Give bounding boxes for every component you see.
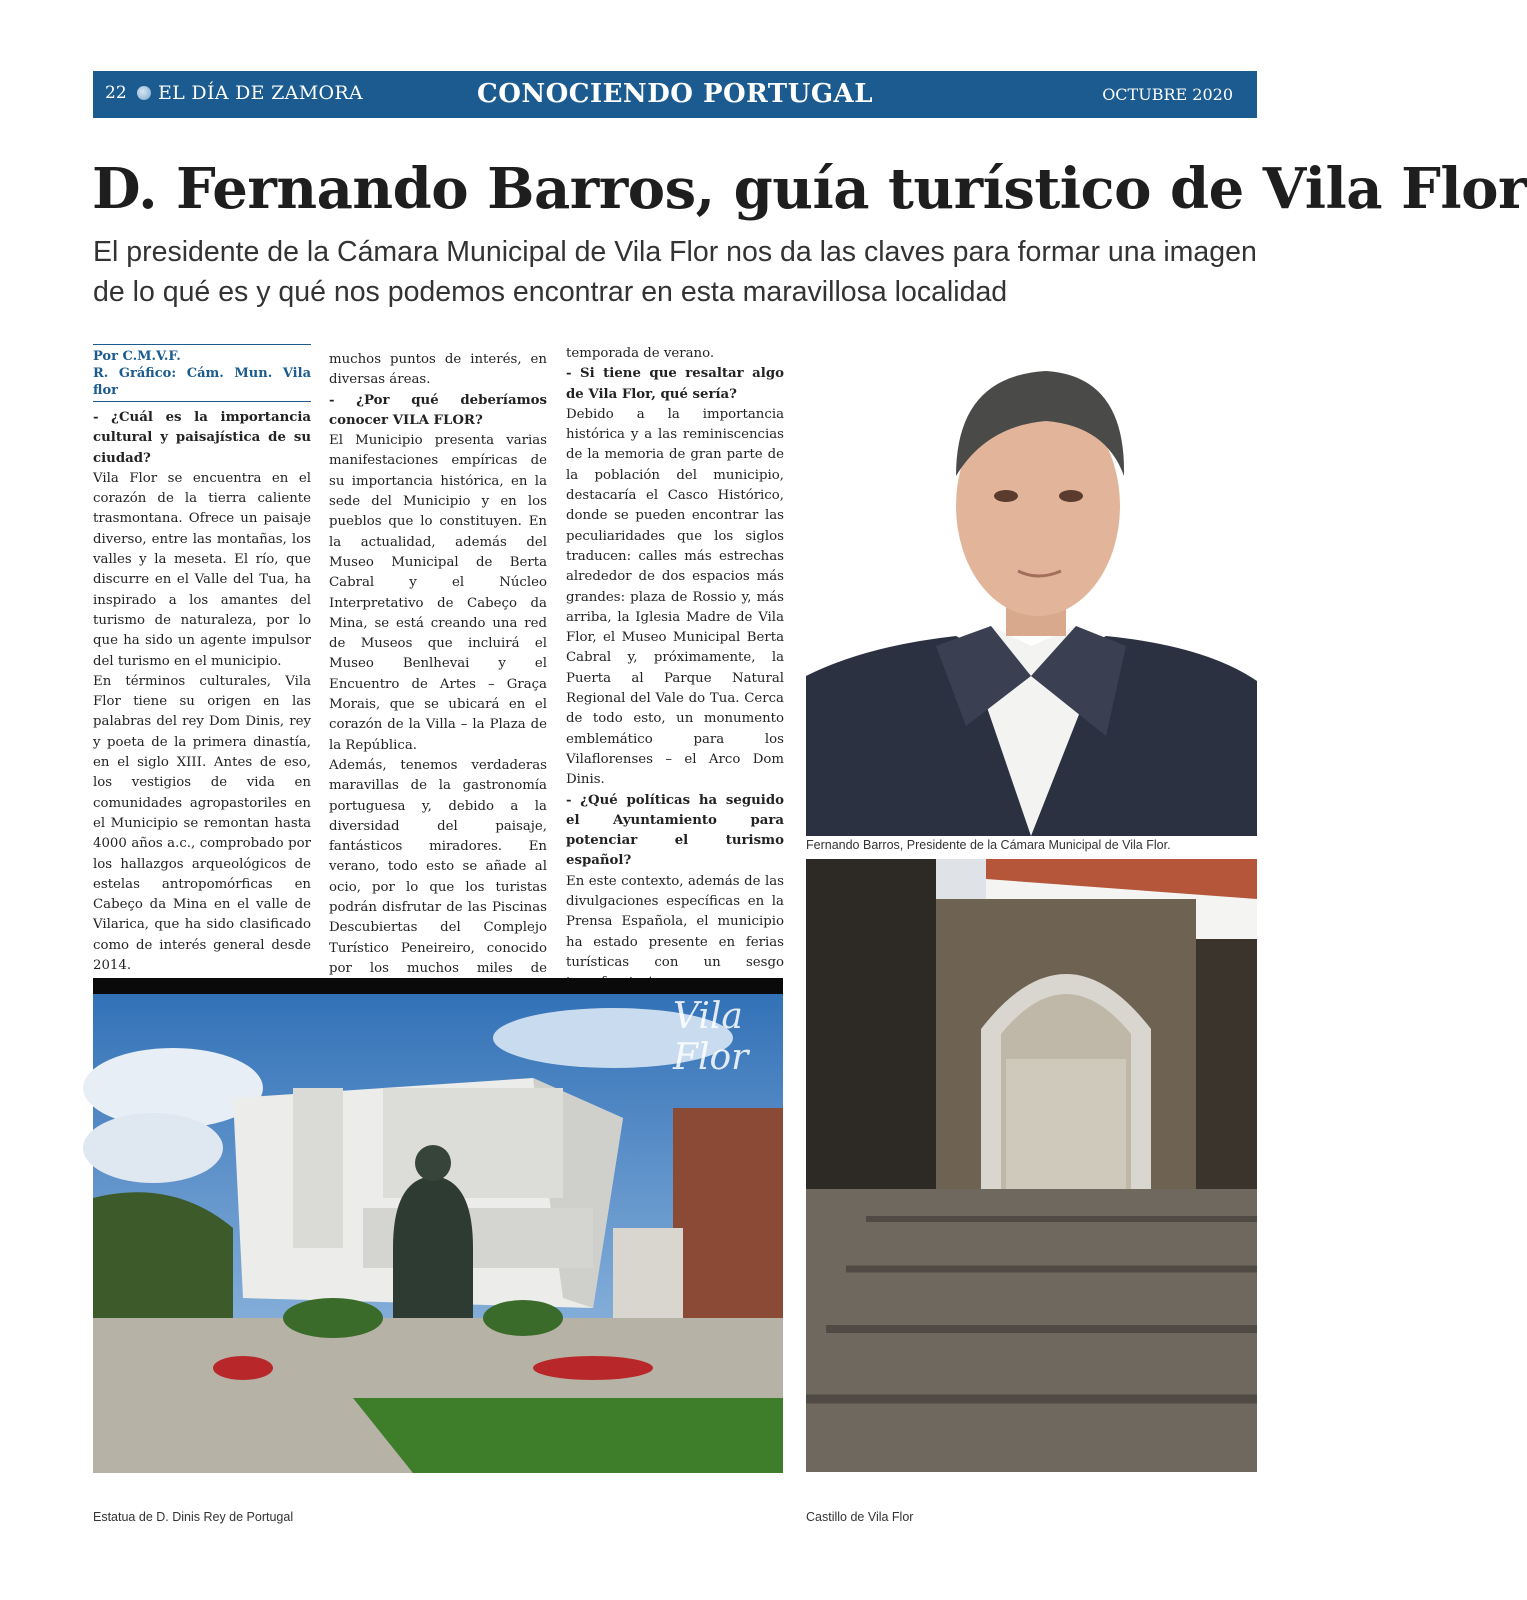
portrait-caption: Fernando Barros, Presidente de la Cámara Municipal de Vila Flor. <box>806 838 1171 852</box>
page-header-bar <box>93 71 1257 118</box>
paragraph: El Municipio presenta varias manifestaciones empíricas de su importancia histórica, en la sede del Municipio y en los pueblos que lo constituyen. En la actualidad, además del Museo Municipal de Berta Cabral y el Núcleo Interpretativo de Cabeço da Mina, se está creando una red de Museos que incluirá el Museo Benlhevai y el Encuentro de Artes – Graça Morais, que se ubicará en el corazón de la Villa – la Plaza de la República. <box>329 433 547 753</box>
paragraph: muchos puntos de interés, en diversas áreas. <box>329 352 547 388</box>
section-title: CONOCIENDO PORTUGAL <box>477 79 873 109</box>
interview-question: - ¿Cuál es la importancia cultural y paisajística de su ciudad? <box>93 410 311 466</box>
statue-photo <box>93 978 783 1473</box>
paragraph: Además, tenemos verdaderas maravillas de la gastronomía portuguesa y, debido a la diversidad del paisaje, fantásticos miradores. En verano, todo esto se añade al ocio, por lo que los turistas podrán disfrutar de las Piscinas Descubiertas del Complejo Turístico Peneireiro, conocido por los muchos miles de <box>329 757 547 976</box>
article-subheadline: El presidente de la Cámara Municipal de Vila Flor nos da las claves para formar una imagen de lo qué es y qué nos podemos encontrar en esta maravillosa localidad <box>93 236 1257 308</box>
interview-question: - Si tiene que resaltar algo de Vila Flor, qué sería? <box>566 366 784 402</box>
article-column-3 <box>566 344 784 994</box>
page-number: 22 <box>105 83 127 103</box>
paragraph: En este contexto, además de las divulgaciones específicas en la Prensa Española, el municipio ha estado presente en ferias turísticas con un sesgo <box>566 873 784 970</box>
statue-caption: Estatua de D. Dinis Rey de Portugal <box>93 1510 294 1524</box>
paragraph: En términos culturales, Vila Flor tiene su origen en las palabras del rey Dom Dinis, rey y poeta de la primera dinastía, en el siglo XIII. Antes de eso, los vestigios de vida en comunidades agropastoriles en el Municipio se remontan hasta 4000 años a.c., comprobado por los hallazgos arqueológicos de estelas antropomórficas en Cabeço da Mina en el valle de Vilarica, que ha sido clasificado como de interés general desde 2014. <box>93 673 311 974</box>
photo-watermark: Vila Flor <box>673 996 749 1078</box>
castle-photo <box>806 859 1257 1472</box>
author-byline: Por C.M.V.F. <box>93 349 181 364</box>
issue-date: OCTUBRE 2020 <box>1102 85 1233 104</box>
paragraph: temporada de verano. <box>566 346 715 361</box>
interview-question: - ¿Por qué deberíamos conocer VILA FLOR? <box>329 392 547 428</box>
article-column-2 <box>329 350 547 1020</box>
article-headline: D. Fernando Barros, guía turístico de Vila Flor <box>92 156 1527 222</box>
paragraph: Vila Flor se encuentra en el corazón de la tierra caliente trasmontana. Ofrece un paisaje diverso, entre las montañas, los valles y la meseta. El río, que discurre en el Valle del Tua, ha inspirado a los amantes del turismo de naturaleza, por lo que ha sido un agente impulsor del turismo en el municipio. <box>93 470 311 669</box>
publication-name: EL DÍA DE ZAMORA <box>158 82 363 104</box>
paragraph: Debido a la importancia histórica y a las reminiscencias de la memoria de gran parte de la población del municipio, destacaría el Casco Histórico, donde se pueden encontrar las peculiaridades que los siglos traducen: calles más estrechas alrededor de dos espacios más grandes: plaza de Rossio y, más arriba, la Iglesia Madre de Vila Flor, el Museo Municipal Berta Cabral y, próximamente, la Puerta al Parque Natural Regional del Vale do Tua. Cerca de todo esto, un monumento emblemático para los Vilaflorenses – el Arco Dom Dinis. <box>566 406 784 788</box>
article-column-1 <box>93 344 311 1017</box>
interview-question: - ¿Qué políticas ha seguido el Ayuntamiento para potenciar el turismo español? <box>566 792 784 869</box>
castle-caption: Castillo de Vila Flor <box>806 1510 914 1524</box>
byline-box <box>93 344 311 402</box>
portrait-photo <box>806 346 1257 836</box>
photo-credit: R. Gráfico: Cám. Mun. Vila flor <box>93 366 311 398</box>
